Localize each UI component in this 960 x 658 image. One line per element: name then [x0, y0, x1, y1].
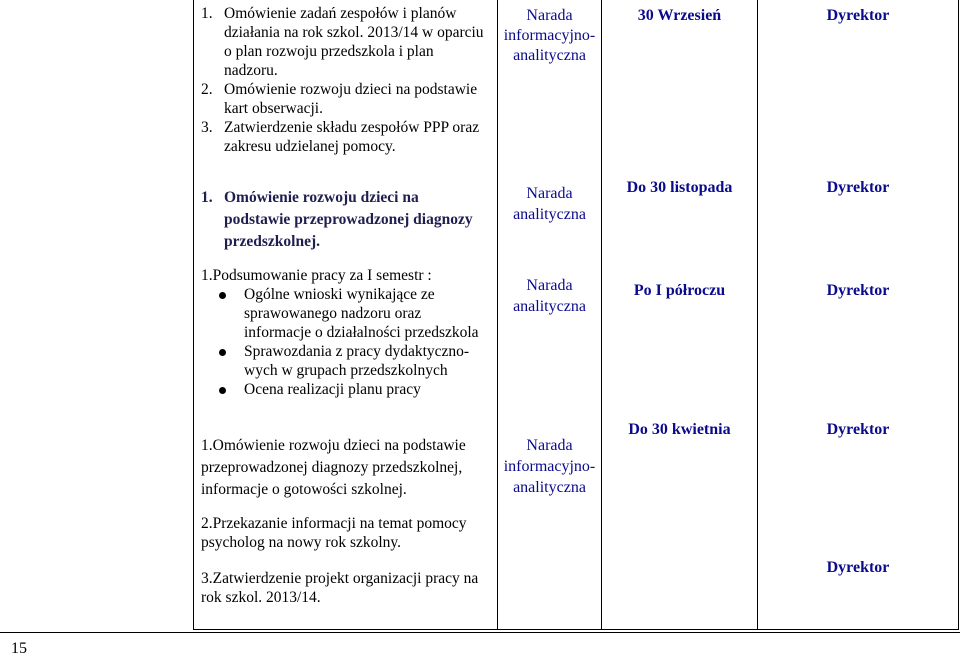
row-1-item-2-line-1: Omówienie rozwoju dzieci na podstawie — [224, 81, 478, 98]
row-4-para-2-line-2: psycholog na nowy rok szkolny. — [201, 534, 402, 551]
row-3-term: Po I półroczu — [633, 282, 726, 299]
row-2-line-3: przedszkolnej. — [224, 233, 321, 250]
footer-rule — [0, 632, 960, 633]
row-1-item-1-line-4: nadzoru. — [224, 62, 278, 79]
row-4-responsible-2: Dyrektor — [826, 559, 890, 576]
row-1-item-1-line-2: działania na rok szkol. 2013/14 w oparciu — [224, 24, 484, 41]
row-4-form-line-3: analityczna — [513, 479, 586, 496]
row-3-bullet-2-line-2: wych w grupach przedszkolnych — [244, 362, 448, 379]
bullet-marker — [219, 387, 226, 394]
row-4-para-3-line-2: rok szkol. 2013/14. — [201, 589, 321, 606]
row-4-form-line-1: Narada — [526, 437, 573, 454]
row-1-form-line-2: informacyjno- — [503, 27, 596, 44]
row-3-bullet-1-line-3: informacje o działalności przedszkola — [244, 324, 479, 341]
row-1-item-3-num: 3. — [201, 119, 213, 136]
row-4-para-1-line-3: informacje o gotowości szkolnej. — [201, 481, 407, 498]
row-2-form-line-1: Narada — [526, 185, 573, 202]
row-3-bullet-1-line-2: sprawowanego nadzoru oraz — [244, 305, 422, 322]
row-1-item-2-num: 2. — [201, 81, 213, 98]
row-4-responsible-1: Dyrektor — [826, 421, 890, 438]
row-1-item-1: 1. — [201, 5, 213, 22]
table-border-right — [958, 0, 959, 630]
row-4-form-line-2: informacyjno- — [503, 458, 596, 475]
row-3-bullet-1-line-1: Ogólne wnioski wynikające ze — [244, 286, 435, 303]
row-4-para-1-line-1: 1.Omówienie rozwoju dzieci na podstawie — [201, 437, 466, 454]
row-2-line-1: Omówienie rozwoju dzieci na — [224, 189, 419, 206]
column-divider-3 — [757, 0, 758, 630]
row-4-para-1-line-2: przeprowadzonej diagnozy przedszkolnej, — [201, 459, 463, 476]
row-2-term: Do 30 listopada — [626, 179, 733, 196]
row-4-para-2-line-1: 2.Przekazanie informacji na temat pomocy — [201, 515, 467, 532]
row-3-form-line-2: analityczna — [513, 298, 586, 315]
row-1-item-1-line-3: o plan rozwoju przedszkola i plan — [224, 43, 434, 60]
table-border-left — [193, 0, 194, 630]
row-1-item-2-line-2: kart obserwacji. — [224, 100, 323, 117]
bullet-marker — [219, 292, 226, 299]
row-2-form-line-2: analityczna — [513, 206, 586, 223]
row-3-responsible: Dyrektor — [826, 282, 890, 299]
page-number: 15 — [11, 640, 27, 657]
row-4-term: Do 30 kwietnia — [628, 421, 731, 438]
row-1-item-3-line-1: Zatwierdzenie składu zespołów PPP oraz — [224, 119, 480, 136]
row-3-form-line-1: Narada — [526, 277, 573, 294]
table-border-bottom — [193, 629, 959, 630]
row-4-para-3-line-1: 3.Zatwierdzenie projekt organizacji pracy na — [201, 570, 479, 587]
row-3-bullet-2-line-1: Sprawozdania z pracy dydaktyczno- — [244, 343, 470, 360]
row-1-term: 30 Wrzesień — [637, 7, 722, 24]
row-1-responsible: Dyrektor — [826, 7, 890, 24]
bullet-marker — [219, 349, 226, 356]
row-2-line-2: podstawie przeprowadzonej diagnozy — [224, 211, 473, 228]
row-3-heading: 1.Podsumowanie pracy za I semestr : — [201, 267, 432, 284]
row-3-bullet-3-line-1: Ocena realizacji planu pracy — [244, 381, 421, 398]
row-1-form-line-3: analityczna — [513, 47, 586, 64]
row-1-item-3-line-2: zakresu udzielanej pomocy. — [224, 138, 396, 155]
column-divider-2 — [601, 0, 602, 630]
row-2-responsible: Dyrektor — [826, 179, 890, 196]
row-2-num: 1. — [201, 189, 213, 206]
row-1-form-line-1: Narada — [526, 7, 573, 24]
row-1-item-1-line-1: Omówienie zadań zespołów i planów — [224, 5, 457, 22]
